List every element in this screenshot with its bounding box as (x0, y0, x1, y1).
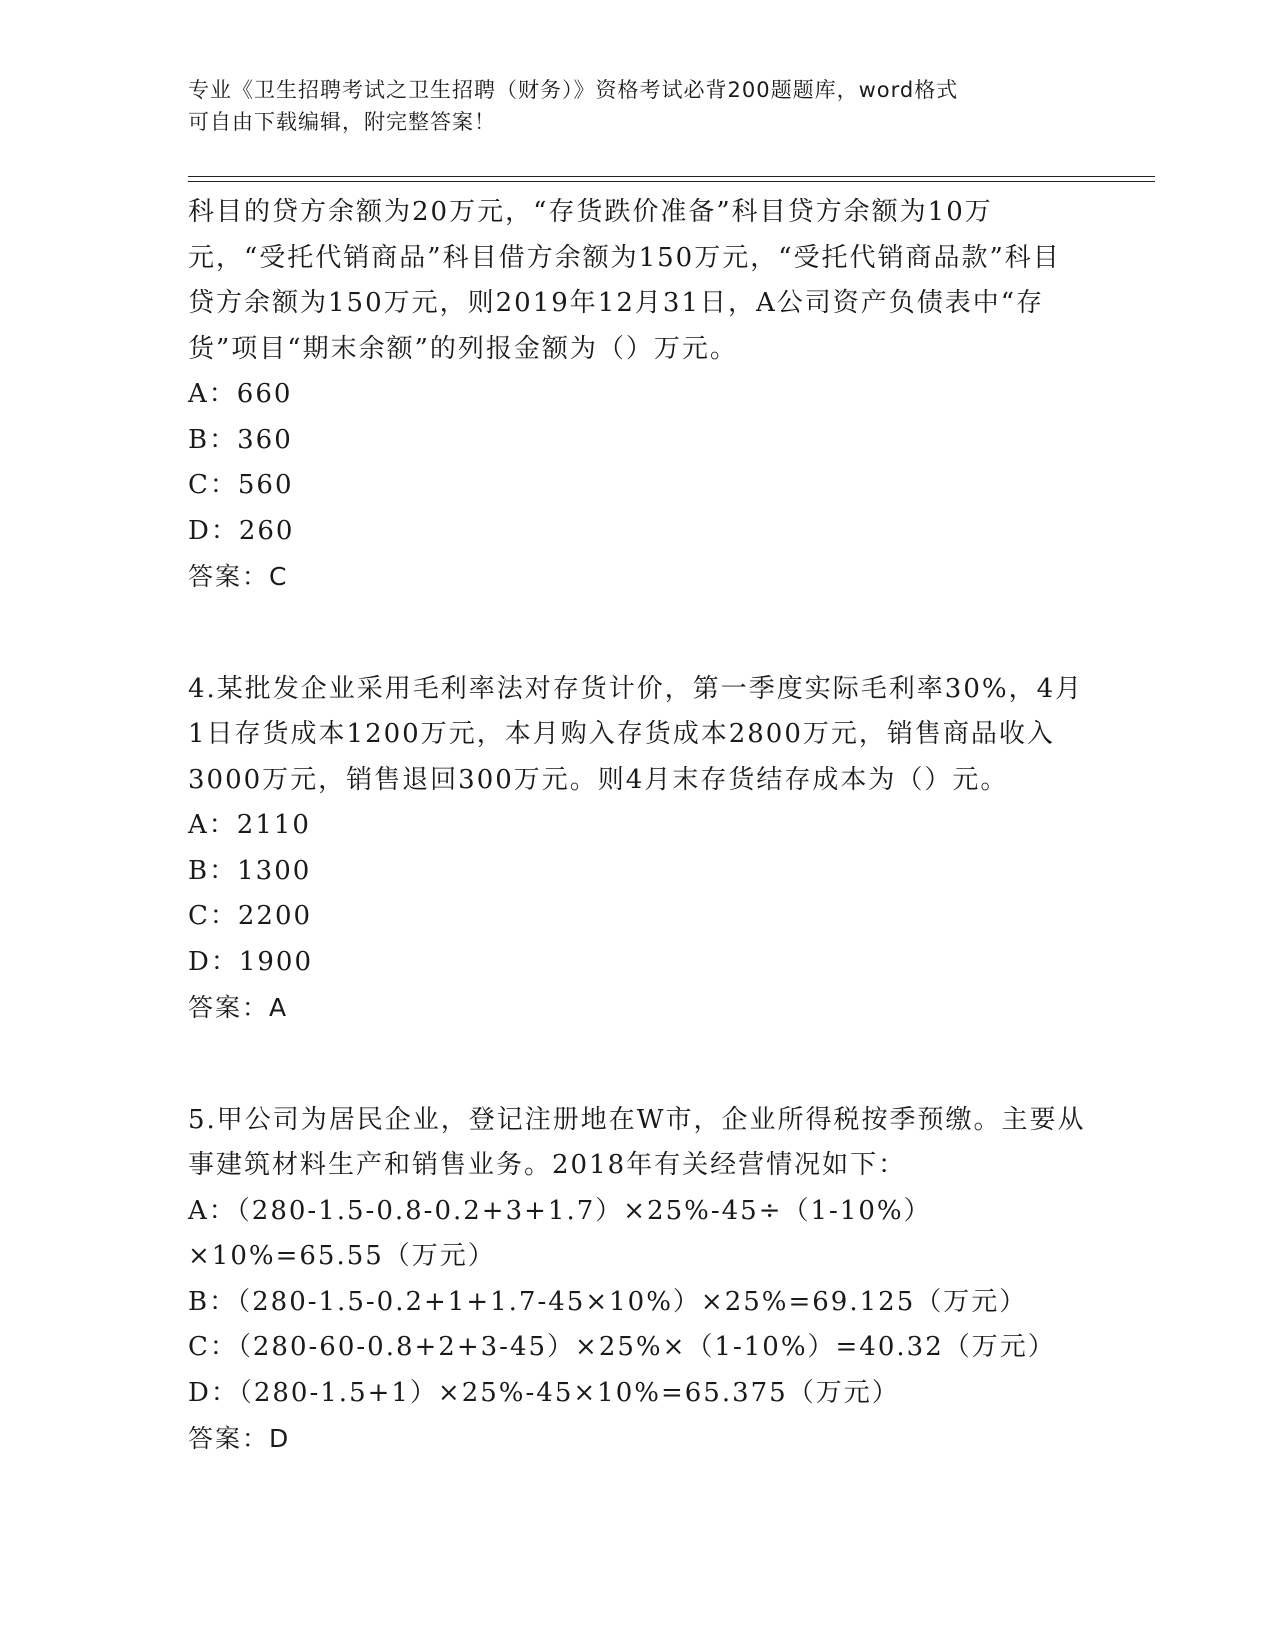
question-list (188, 190, 1088, 1462)
question-3 (188, 190, 1088, 600)
question-stem: 4.某批发企业采用毛利率法对存货计价，第一季度实际毛利率30%，4月1日存货成本1200万元，本月购入存货成本2800万元，销售商品收入3000万元，销售退回300万元。则4月末存货结存成本为（）元。 (188, 673, 1084, 795)
option-c: C：（280-60-0.8+2+3-45）×25%×（1-10%）=40.32（万元） (188, 1332, 1056, 1362)
option-b: B：（280-1.5-0.2+1+1.7-45×10%）×25%=69.125（万元） (188, 1286, 1028, 1317)
document-header (188, 74, 1068, 138)
header-title-line-2: 可自由下载编辑，附完整答案！ (188, 110, 496, 134)
option-b: B：1300 (188, 855, 312, 886)
question-4 (188, 667, 1088, 1031)
option-c: C：2200 (188, 901, 313, 931)
header-title-line-1: 专业《卫生招聘考试之卫生招聘（财务）》资格考试必背200题题库，word格式 (188, 78, 959, 102)
option-a: A：（280-1.5-0.8-0.2+3+1.7）×25%-45÷（1-10%）×10%=65.55（万元） (188, 1195, 932, 1271)
option-d: D：260 (188, 515, 295, 546)
header-divider-top (188, 176, 1155, 177)
question-spacer (188, 600, 1088, 667)
answer-line: 答案：C (188, 562, 289, 591)
option-b: B：360 (188, 424, 293, 455)
option-d: D：1900 (188, 946, 314, 977)
option-a: A：660 (188, 379, 293, 409)
question-spacer (188, 1031, 1088, 1098)
question-5 (188, 1098, 1088, 1462)
header-divider-bottom (188, 181, 1155, 182)
option-a: A：2110 (188, 810, 311, 840)
option-d: D：（280-1.5+1）×25%-45×10%=65.375（万元） (188, 1377, 900, 1408)
answer-line: 答案：D (188, 1424, 291, 1453)
question-stem: 5.甲公司为居民企业，登记注册地在W市，企业所得税按季预缴。主要从事建筑材料生产和销售业务。2018年有关经营情况如下： (188, 1104, 1086, 1180)
option-c: C：560 (188, 470, 294, 500)
question-stem: 科目的贷方余额为20万元，“存货跌价准备”科目贷方余额为10万元，“受托代销商品”科目借方余额为150万元，“受托代销商品款”科目贷方余额为150万元，则2019年12月31日，A公司资产负债表中“存货”项目“期末余额”的列报金额为（）万元。 (188, 197, 1061, 364)
answer-line: 答案：A (188, 993, 289, 1022)
